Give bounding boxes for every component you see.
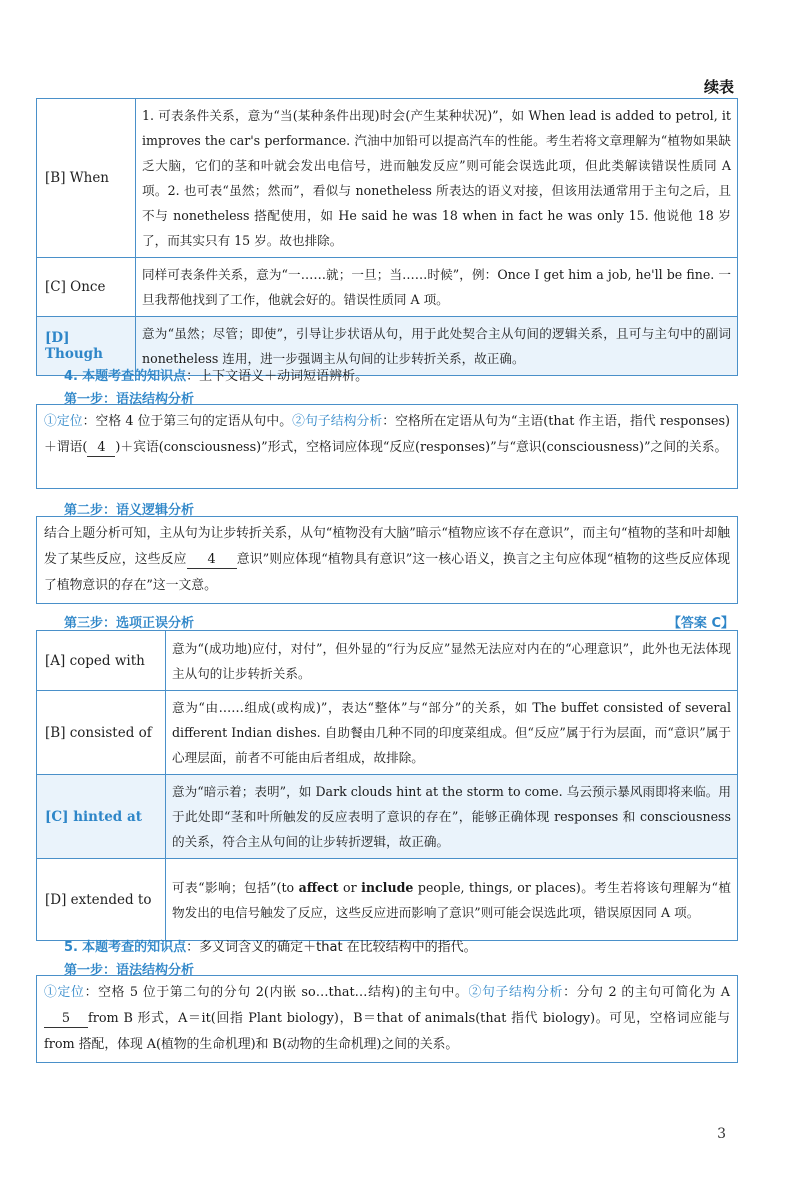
- option-explanation: 同样可表条件关系，意为“一……就；一旦；当……时候”，例：Once I get him a job, he'll be fine. 一旦我帮他找到了工作，他就会好的。错误性质同 A 项。: [136, 258, 738, 317]
- knowledge-point-q5: [64, 936, 477, 955]
- text-part: 可表“影响；包括”(to: [172, 879, 299, 895]
- table-row-correct: [37, 775, 738, 859]
- continued-label: 续表: [703, 78, 734, 96]
- options-table-q4: [36, 630, 738, 941]
- analysis-text: 意识”则应体现“植物具有意识”这一核心语义，换言之主句应体现“植物的这些反应体现了植物意识的存在”这一文意。: [44, 552, 731, 593]
- option-label: [B] When: [37, 99, 136, 258]
- knowledge-content: ：多义词含义的确定＋that 在比较结构中的指代。: [186, 940, 477, 955]
- option-label-correct: [D] Though: [37, 317, 136, 376]
- analysis-text: 结合上题分析可知，主从句为让步转折关系，从句“植物没有大脑”暗示“植物应该不存在意识”，而主句“植物的茎和叶却触发了某些反应，这些反应: [44, 526, 730, 567]
- knowledge-content: ：上下文语义＋动词短语辨析。: [186, 369, 369, 384]
- step-heading: 第三步：选项正误分析: [64, 616, 195, 631]
- analysis-text: from B 形式，A＝it(回指 Plant biology)，B＝that of animals(that 指代 biology)。可见，空格词应能与 from 搭配，体现 A(植物的生命机理)和 B(动物的生命机理)之间的关系。: [44, 1011, 730, 1052]
- tag-structure: ②句子结构分析: [292, 414, 383, 429]
- table-row: [37, 258, 738, 317]
- options-table-q3: [36, 98, 738, 376]
- answer-label: 【答案 C】: [667, 616, 734, 631]
- table-row: [37, 99, 738, 258]
- option-label-correct: [C] hinted at: [37, 775, 166, 859]
- tag-locate: ①定位: [44, 414, 83, 429]
- option-explanation: 意为“虽然；尽管；即使”，引导让步状语从句，用于此处契合主从句间的逻辑关系，且可与主句中的副词 nonetheless 连用，进一步强调主从句间的让步转折关系，故正确。: [136, 317, 738, 376]
- option-explanation: 意为“由……组成(或构成)”，表达“整体”与“部分”的关系，如 The buffet consisted of several different Indian dishes. 自助餐由几种不同的印度菜组成。但“反应”属于行为层面，而“意识”属于心理层面，前者不可能由后者组成，故排除。: [166, 691, 738, 775]
- option-label: [C] Once: [37, 258, 136, 317]
- analysis-box: [36, 404, 738, 489]
- analysis-text: )＋宾语(consciousness)”形式，空格词应体现“反应(responses)”与“意识(consciousness)”之间的关系。: [115, 440, 728, 455]
- text-part: or: [338, 879, 362, 895]
- blank-marker: 4: [187, 552, 237, 569]
- table-row: [37, 691, 738, 775]
- table-row: [37, 631, 738, 691]
- bold-word: affect: [298, 879, 339, 895]
- bold-word: include: [361, 879, 414, 895]
- knowledge-heading: 本题考查的知识点: [82, 940, 187, 955]
- tag-locate: ①定位: [44, 985, 85, 1000]
- analysis-text: ：空格所在定语从句为“主语(that 作主语，指代 responses)＋谓语(: [44, 414, 731, 455]
- tag-structure: ②句子结构分析: [468, 985, 564, 1000]
- option-label: [D] extended to: [37, 859, 166, 941]
- blank-marker: 5: [44, 1011, 88, 1028]
- table-row: [37, 859, 738, 941]
- option-label: [A] coped with: [37, 631, 166, 691]
- analysis-box: [36, 975, 738, 1063]
- option-explanation: [166, 859, 738, 941]
- step-heading: 第二步：语义逻辑分析: [64, 503, 195, 518]
- option-explanation: 意为“(成功地)应付，对付”，但外显的“行为反应”显然无法应对内在的“心理意识”，此外也无法体现主从句的让步转折关系。: [166, 631, 738, 691]
- question-number: 4.: [64, 369, 78, 384]
- analysis-box: [36, 516, 738, 604]
- analysis-text: ：空格 5 位于第二句的分句 2(内嵌 so…that…结构)的主句中。: [84, 985, 469, 1000]
- knowledge-heading: 本题考查的知识点: [82, 369, 187, 384]
- question-number: 5.: [64, 940, 78, 955]
- option-explanation: 1. 可表条件关系，意为“当(某种条件出现)时会(产生某种状况)”，如 When lead is added to petrol, it improves the car's performance. 汽油中加铅可以提高汽车的性能。考生若将文章理解为“植物如果缺乏大脑，它们的茎和叶就会发出电信号，进而触发反应”则可能会误选此项，但此类解读错误性质同 A 项。2. 也可表“虽然；然而”，看似与 nonetheless 所表达的语义对接，但该用法通常用于主句之后，且不与 nonetheless 搭配使用，如 He said he was 18 when in fact he was only 15. 他说他 18 岁了，而其实只有 15 岁。故也排除。: [136, 99, 738, 258]
- blank-marker: 4: [87, 440, 115, 457]
- step-heading: 第一步：语法结构分析: [64, 392, 195, 407]
- analysis-text: ：分句 2 的主句可简化为 A: [563, 985, 731, 1000]
- page-number: 3: [717, 1126, 726, 1142]
- knowledge-point-q4: [64, 365, 368, 384]
- text-part: people, things, or places)。考生若将该句理解为“植物发出的电信号触发了反应，这些反应进而影响了意识”则可能会误选此项，错误原因同 A 项。: [172, 879, 732, 920]
- option-explanation: 意为“暗示着；表明”，如 Dark clouds hint at the storm to come. 乌云预示暴风雨即将来临。用于此处即“茎和叶所触发的反应表明了意识的存在”，能够正确体现 responses 和 consciousness 的关系，符合主从句间的让步转折逻辑，故正确。: [166, 775, 738, 859]
- analysis-text: ：空格 4 位于第三句的定语从句中。: [82, 414, 293, 429]
- option-label: [B] consisted of: [37, 691, 166, 775]
- step-heading: 第一步：语法结构分析: [64, 963, 195, 978]
